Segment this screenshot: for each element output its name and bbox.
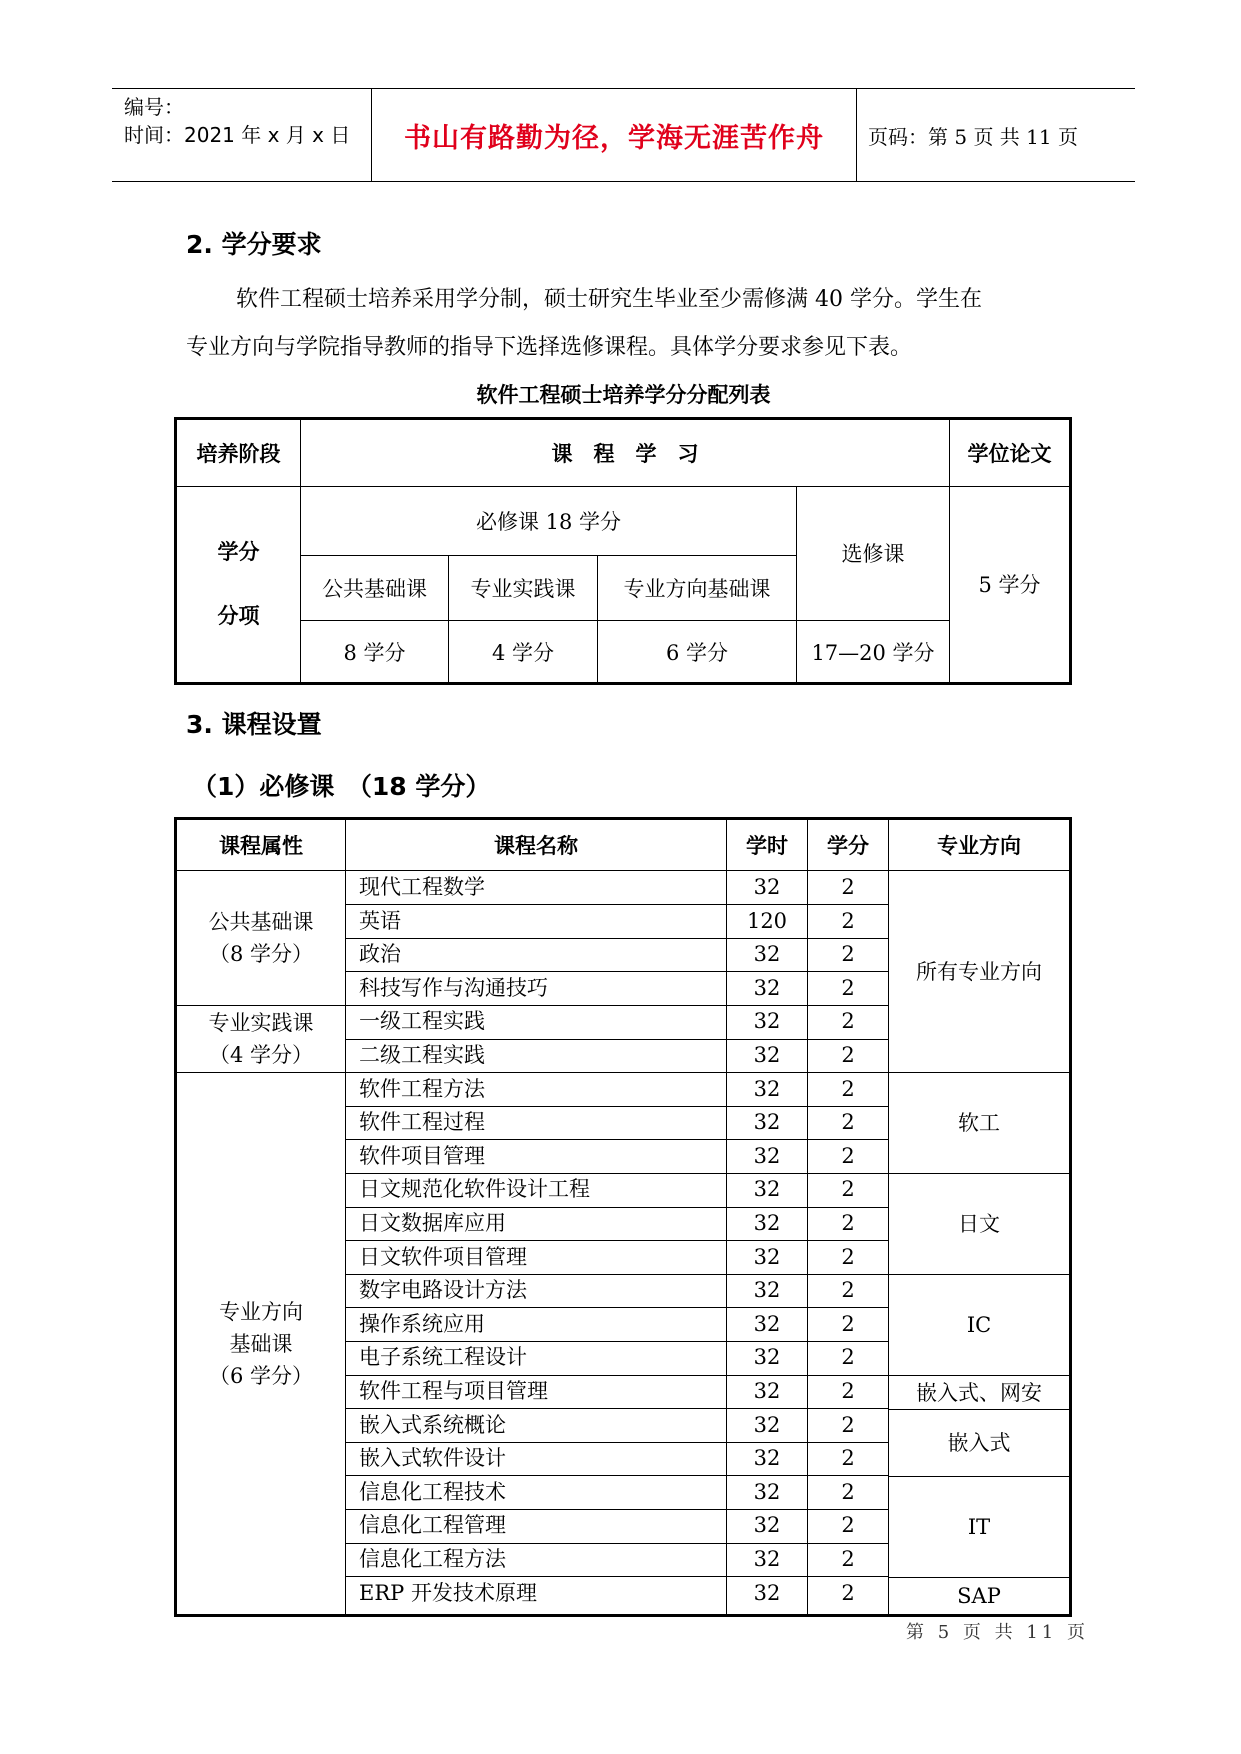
course-credits: 2 [841,942,855,967]
direction-all: 所有专业方向 [916,959,1042,984]
course-hours: 32 [753,1211,781,1235]
course-name: 嵌入式软件设计 [359,1446,506,1471]
practice-credits: 4 学分 [491,640,555,665]
direction-embedded-security: 嵌入式、网安 [916,1380,1042,1405]
header-name: 课程名称 [494,834,578,858]
course-credits: 2 [841,1412,855,1437]
header-meta [124,93,350,149]
page-header [112,88,1135,182]
header-hours: 学时 [746,834,788,858]
course-credits: 2 [841,1278,855,1303]
page-footer: 第 5 页 共 11 页 [906,1622,1089,1643]
course-credits: 2 [841,1311,855,1336]
course-name: 现代工程数学 [359,875,485,899]
number-label: 编号： [124,95,184,119]
row-divider [346,1274,888,1275]
direction-it: IT [967,1515,991,1539]
course-hours: 32 [753,1043,781,1067]
course-name: 电子系统工程设计 [359,1345,527,1370]
row-label [177,486,300,682]
section-heading: 2. 学分要求 [186,230,322,259]
group-line: 专业方向 [219,1299,303,1324]
required-label: 必修课 18 学分 [475,509,622,534]
group-practice [177,1005,345,1072]
course-hours: 120 [746,908,788,933]
course-hours: 32 [753,1009,781,1034]
group-public [177,871,345,1005]
row-divider [346,1240,888,1241]
course-hours: 32 [753,1412,781,1437]
course-hours: 32 [753,875,781,899]
header-credits: 学分 [827,834,869,858]
course-name: 信息化工程管理 [359,1513,506,1538]
course-name: 日文数据库应用 [359,1211,506,1235]
group-line: 公共基础课 [208,910,314,934]
course-name: 科技写作与沟通技巧 [359,975,548,1000]
elective-label: 选修课 [841,542,905,566]
row-divider [346,1139,888,1140]
group-line: （6 学分） [208,1363,314,1388]
course-hours: 32 [753,1547,781,1571]
course-hours: 32 [753,1311,781,1336]
row-label-line: 分项 [217,604,260,628]
course-hours: 32 [753,1278,781,1303]
course-credits: 2 [841,1009,855,1034]
row-divider [346,1106,888,1107]
row-divider [346,1375,888,1376]
row-label-line: 学分 [217,540,260,564]
course-credits: 2 [841,1446,855,1471]
sub-heading: （1）必修课 （18 学分） [192,772,491,801]
course-hours: 32 [753,975,781,1000]
course-hours: 32 [753,1143,781,1168]
course-hours: 32 [753,1177,781,1202]
row-divider [346,1341,888,1342]
direction-sap: SAP [957,1584,1001,1608]
row-divider [346,1307,888,1308]
group-direction [177,1073,345,1614]
public-credits: 8 学分 [343,640,406,665]
course-hours: 32 [753,1244,781,1269]
direction-embedded: 嵌入式 [947,1431,1011,1455]
course-name: 操作系统应用 [359,1311,485,1336]
course-credits: 2 [841,875,855,899]
direction-jp: 日文 [958,1212,1000,1236]
course-credits: 2 [841,1547,855,1571]
direction-se: 软工 [958,1111,1000,1135]
course-table [174,817,1072,1617]
course-hours: 32 [753,1580,781,1605]
direction-credits: 6 学分 [665,640,729,665]
header-divider [856,89,857,181]
course-name: 软件项目管理 [359,1143,485,1168]
group-line: （4 学分） [208,1042,314,1067]
course-name: 软件工程方法 [359,1076,485,1101]
course-credits: 2 [841,1345,855,1370]
thesis-header: 学位论文 [967,442,1052,466]
course-name: 信息化工程方法 [359,1547,506,1571]
row-divider [346,1173,888,1174]
row-divider [346,1072,888,1073]
row-divider [346,938,888,939]
course-credits: 2 [841,1043,855,1067]
course-name: 软件工程过程 [359,1110,485,1135]
course-name: 日文规范化软件设计工程 [359,1177,590,1202]
row-divider [346,1442,888,1443]
course-name: 数字电路设计方法 [359,1278,527,1303]
group-line: 专业实践课 [208,1010,314,1035]
header-direction: 专业方向 [937,834,1021,858]
course-credits: 2 [841,1580,855,1605]
row-divider [346,1005,888,1006]
time-label: 时间：2021 年 x 月 x 日 [124,123,351,147]
course-credits: 2 [841,1513,855,1538]
course-credits: 2 [841,1076,855,1101]
paragraph-line: 软件工程硕士培养采用学分制，硕士研究生毕业至少需修满 40 学分。学生在 [236,287,982,312]
course-credits: 2 [841,975,855,1000]
course-hours: 32 [753,1345,781,1370]
course-hours: 32 [753,1513,781,1538]
table-caption: 软件工程硕士培养学分分配列表 [476,383,771,407]
row-divider [346,1576,888,1577]
stage-header: 培养阶段 [196,442,281,466]
row-divider [346,1207,888,1208]
course-name: ERP 开发技术原理 [359,1580,537,1605]
course-hours: 32 [753,1446,781,1471]
course-credits: 2 [841,1177,855,1202]
group-line: 基础课 [229,1331,293,1356]
course-name: 英语 [359,908,401,933]
course-credits: 2 [841,908,855,933]
course-name: 日文软件项目管理 [359,1244,527,1269]
course-hours: 32 [753,1110,781,1135]
course-hours: 32 [753,1379,781,1403]
page-indicator: 页码：第 5 页 共 11 页 [868,124,1078,149]
thesis-credits: 5 学分 [978,573,1041,597]
practice-course: 专业实践课 [470,577,576,601]
course-hours: 32 [753,1479,781,1504]
course-hours: 32 [753,942,781,967]
course-hours: 32 [753,1076,781,1101]
header-motto: 书山有路勤为径，学海无涯苦作舟 [404,122,824,154]
row-divider [346,1509,888,1510]
course-name: 一级工程实践 [359,1009,485,1034]
course-credits: 2 [841,1110,855,1135]
course-credits: 2 [841,1244,855,1269]
public-course: 公共基础课 [322,577,427,601]
row-divider [346,971,888,972]
course-name: 政治 [359,942,401,967]
section-heading: 3. 课程设置 [186,710,322,739]
course-credits: 2 [841,1379,855,1403]
course-credits: 2 [841,1479,855,1504]
course-credits: 2 [841,1211,855,1235]
course-name: 软件工程与项目管理 [359,1379,548,1403]
row-divider [346,1039,888,1040]
course-name: 嵌入式系统概论 [359,1412,506,1437]
row-divider [346,904,888,905]
row-divider [346,1475,888,1476]
elective-credits: 17—20 学分 [811,640,935,665]
row-divider [346,1408,888,1409]
paragraph-line: 专业方向与学院指导教师的指导下选择选修课程。具体学分要求参见下表。 [186,335,913,360]
direction-course: 专业方向基础课 [623,577,771,601]
course-credits: 2 [841,1143,855,1168]
group-line: （8 学分） [208,942,314,966]
credit-table [174,417,1072,685]
paragraph [186,276,1066,372]
row-divider [346,1543,888,1544]
course-name: 二级工程实践 [359,1043,485,1067]
course-name: 信息化工程技术 [359,1479,506,1504]
header-attr: 课程属性 [219,834,303,858]
course-header: 课 程 学 习 [551,442,699,466]
direction-ic: IC [966,1313,992,1337]
